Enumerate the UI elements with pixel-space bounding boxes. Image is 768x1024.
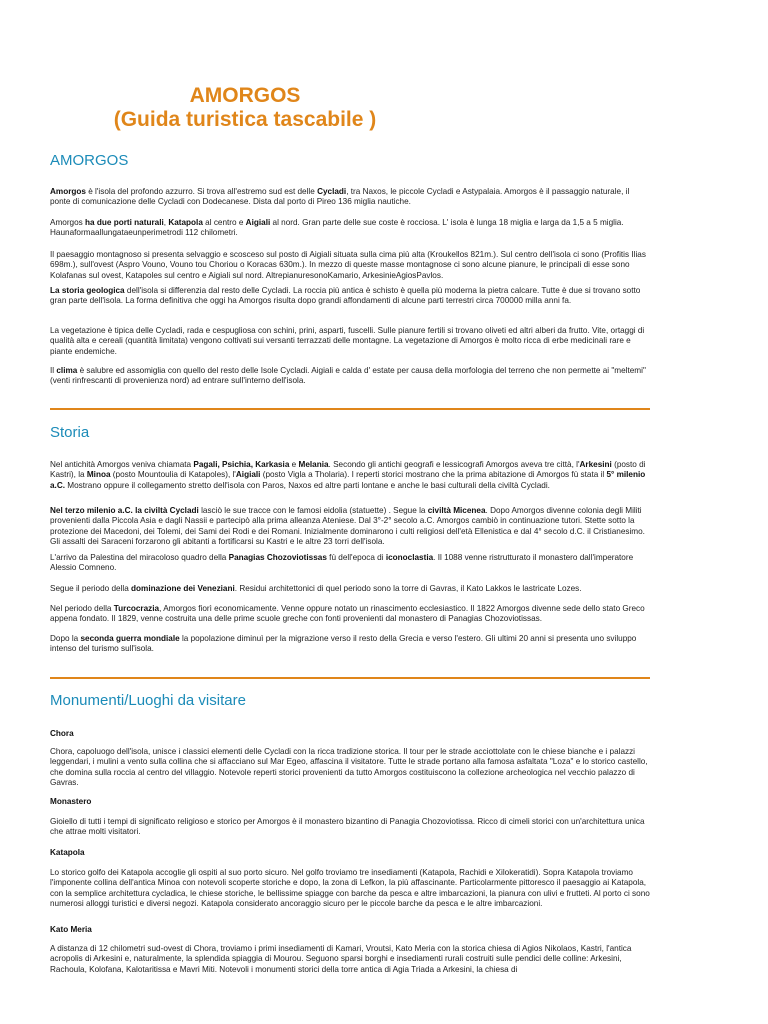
- paragraph: Segue il periodo della dominazione dei Veneziani. Residui architettonici di quel periodo sono la torre di Gavras, il Kato Lakkos le lastricate Lozes.: [50, 584, 582, 593]
- section-heading-amorgos: AMORGOS: [50, 152, 129, 169]
- paragraph: Il paesaggio montagnoso si presenta selvaggio e scosceso sul posto di Aigiali situata sulla cima più alta (Kroukellos 821m.). Sul centro dell'isola ci sono (Profitis Ilias 698m.), sull'ovest (Aspro Vouno, Vouno tou Choriou o Koracas 630m.). In mezzo di queste masse montagnose ci sono alcune pianure, le principali di esse sono Kolafanas sul ovest, Katapoles sul centro e Aigiali sul nord. AltrepianuresonoKamario, ArkesinieAgiosPavlos.: [50, 250, 646, 280]
- place-description: Gioiello di tutti i tempi di significato religioso e storico per Amorgos è il monastero bizantino di Panagia Chozoviotissa. Ricco di cimeli storici con un'architettura unica che attrae molti visitatori.: [50, 817, 645, 837]
- paragraph: Amorgos è l'isola del profondo azzurro. Si trova all'estremo sud est delle Cycladi, tra Naxos, le piccole Cycladi e Astypalaia. Amorgos è il passaggio naturale, il ponte di comunicazione delle Cycladi con Dodecanese. Dista dal porto di Pireo 136 miglia nautiche.: [50, 187, 630, 207]
- place-description: A distanza di 12 chilometri sud-ovest di Chora, troviamo i primi insediamenti di Kamari, Vroutsi, Kato Meria con la storica chiesa di Agios Nikolaos, Kastri, l'antica acropolis di Arkesini e, naturalmente, la splendida spiaggia di Mourou. Seguono sparsi borghi e insediamenti rurali costruiti sulle pendici delle colline: Arkesini, Rachoula, Kolofana, Kalotaritissa e Mavri Miti. Notevoli i monumenti storici della torre antica di Agia Triada a Arkesini, la chiesa di: [50, 944, 632, 974]
- place-description: Chora, capoluogo dell'isola, unisce i classici elementi delle Cycladi con la ricca tradizione storica. Il tour per le strade acciottolate con le chiese bianche e i palazzi leggendari, i mulini a vento sulla collina che si affacciano sul Mar Egeo, affascina il visitatore. Tutte le strade portano alla famosa asfaltata "Loza" e lo storico castello, che domina sulla roccia al centro del villaggio. Notevole reperti storici provenienti da tutto Amorgos costituiscono la collezione archeologica nel vecchio palazzo di Gavras.: [50, 747, 648, 788]
- paragraph: Nel terzo milenio a.C. la civiltà Cycladi lasciò le sue tracce con le famosi eidolia (statuette) . Segue la civiltà Micenea. Dopo Amorgos divenne colonia degli Militi provenienti dalla Piccola Asia e dagli Nassii e partecipò alla prima alleanza Ateniese. Dal 3°-2° secolo a.C. Amorgos cambiò in continuazione tutori. Stette sotto la protezione dei Macedoni, dei Tolemi, dei Sami dei Rodi e dei Romani. Inizialmente dominarono i culti religiosi dell'età Ellenistica e dal 4° secolo d.C. il Cristianesimo. Gli assalti dei Saraceni forzarono gli abitanti a fortificarsi su Kastri e le altre 23 torri dell'isola.: [50, 506, 645, 547]
- paragraph: La storia geologica dell'isola si differenzia dal resto delle Cycladi. La roccia più antica è schisto è quella più moderna la pietra calcare. Tutte è due si trovano sotto gran parte dell'isola. La forma definitiva che oggi ha Amorgos risulta dopo grandi affondamenti di alcune parti terrestri circa 700000 milla anni fa.: [50, 286, 641, 306]
- section-divider: [50, 408, 650, 410]
- paragraph: Nel antichità Amorgos veniva chiamata Pagali, Psichia, Karkasia e Melania. Secondo gli antichi geografi e lessicografi Amorgos aveva tre città, l'Arkesini (posto di Kastri), la Minoa (posto Mountoulia di Katapoles), l'Aigiali (posto Vigla a Tholaria). I reperti storici mostrano che la prima abitazione di Amorgos fù stata il 5° milenio a.C. Mostrano oppure il collegamento stretto dell'isola con Paros, Naxos ed altre parti lontane e anche le basi culturali della civiltà Cycladi.: [50, 460, 646, 490]
- place-heading-katapola: Katapola: [50, 848, 85, 857]
- paragraph: L'arrivo da Palestina del miracoloso quadro della Panagias Chozoviotissas fù dell'epoca di iconoclastia. Il 1088 venne ristrutturato il monastero dall'imperatore Alessio Comneno.: [50, 553, 634, 573]
- place-heading-monastero: Monastero: [50, 797, 92, 806]
- document-title-line2: (Guida turistica tascabile ): [113, 108, 377, 131]
- paragraph: Nel periodo della Turcocrazia, Amorgos fiorì economicamente. Venne oppure notato un rinascimento ecclesiastico. Il 1822 Amorgos divenne sede dello stato Greco appena fondato. Il 1829, venne costruita una delle prime scuole greche con fonti provenienti dal monastero di Panagias Chozoviotissas.: [50, 604, 645, 624]
- section-heading-storia: Storia: [50, 424, 90, 441]
- place-heading-chora: Chora: [50, 729, 74, 738]
- paragraph: Amorgos ha due porti naturali, Katapola al centro e Aigiali al nord. Gran parte delle sue coste è rocciosa. L' isola è lunga 18 miglia e larga da 1,5 a 5 miglia. Haunaformaallungataeunperimetrodi 112 chilometri.: [50, 218, 624, 238]
- section-heading-monumenti: Monumenti/Luoghi da visitare: [50, 692, 246, 709]
- place-heading-kato-meria: Kato Meria: [50, 925, 92, 934]
- paragraph: La vegetazione è tipica delle Cycladi, rada e cespugliosa con schini, prini, asparti, fuscelli. Sulle pianure fertili si trovano oliveti ed altri alberi da frutto. Vite, ortaggi di qualità alta e cereali (quantità limitata) vengono coltivati sui versanti terrazzati delle montagne. La vegetazione di Amorgos è molto ricca di erbe medicinali rare e piante endemiche.: [50, 326, 645, 356]
- paragraph: Dopo la seconda guerra mondiale la popolazione diminuì per la migrazione verso il resto della Grecia e verso l'estero. Gli ultimi 20 anni si presenta uno sviluppo intenso del turismo sull'isola.: [50, 634, 637, 654]
- section-divider: [50, 677, 650, 679]
- document-title-line1: AMORGOS: [189, 84, 301, 107]
- place-description: Lo storico golfo dei Katapola accoglie gli ospiti al suo porto sicuro. Nel golfo troviamo tre insediamenti (Katapola, Rachidi e Xilokeratidi). Sopra Katapola troviamo l'imponente collina dell'antica Minoa con notevoli scoperte storiche e dopo, la zona di Lefkon, la più affascinante. Particolarmente pittoresco il paesaggio ai Katapola, con la semplice architettura cycladica, le chiese storiche, le bellissime spiagge con barche da pesca e altre imbarcazioni, la pianura con ulivi e frutteti. Al porto ci sono numerosi alloggi turistici e diversi negozi. Katapola considerato ancoraggio sicuro per le piccole barche da pesca e le altre imbarcazioni.: [50, 868, 650, 909]
- paragraph: Il clima è salubre ed assomiglia con quello del resto delle Isole Cycladi. Aigiali e calda d' estate per causa della morfologia del terreno che non permette ai "meltemi"(venti rinfrescanti di provenienza nord) ad entrare sull'interno dell'isola.: [50, 366, 646, 386]
